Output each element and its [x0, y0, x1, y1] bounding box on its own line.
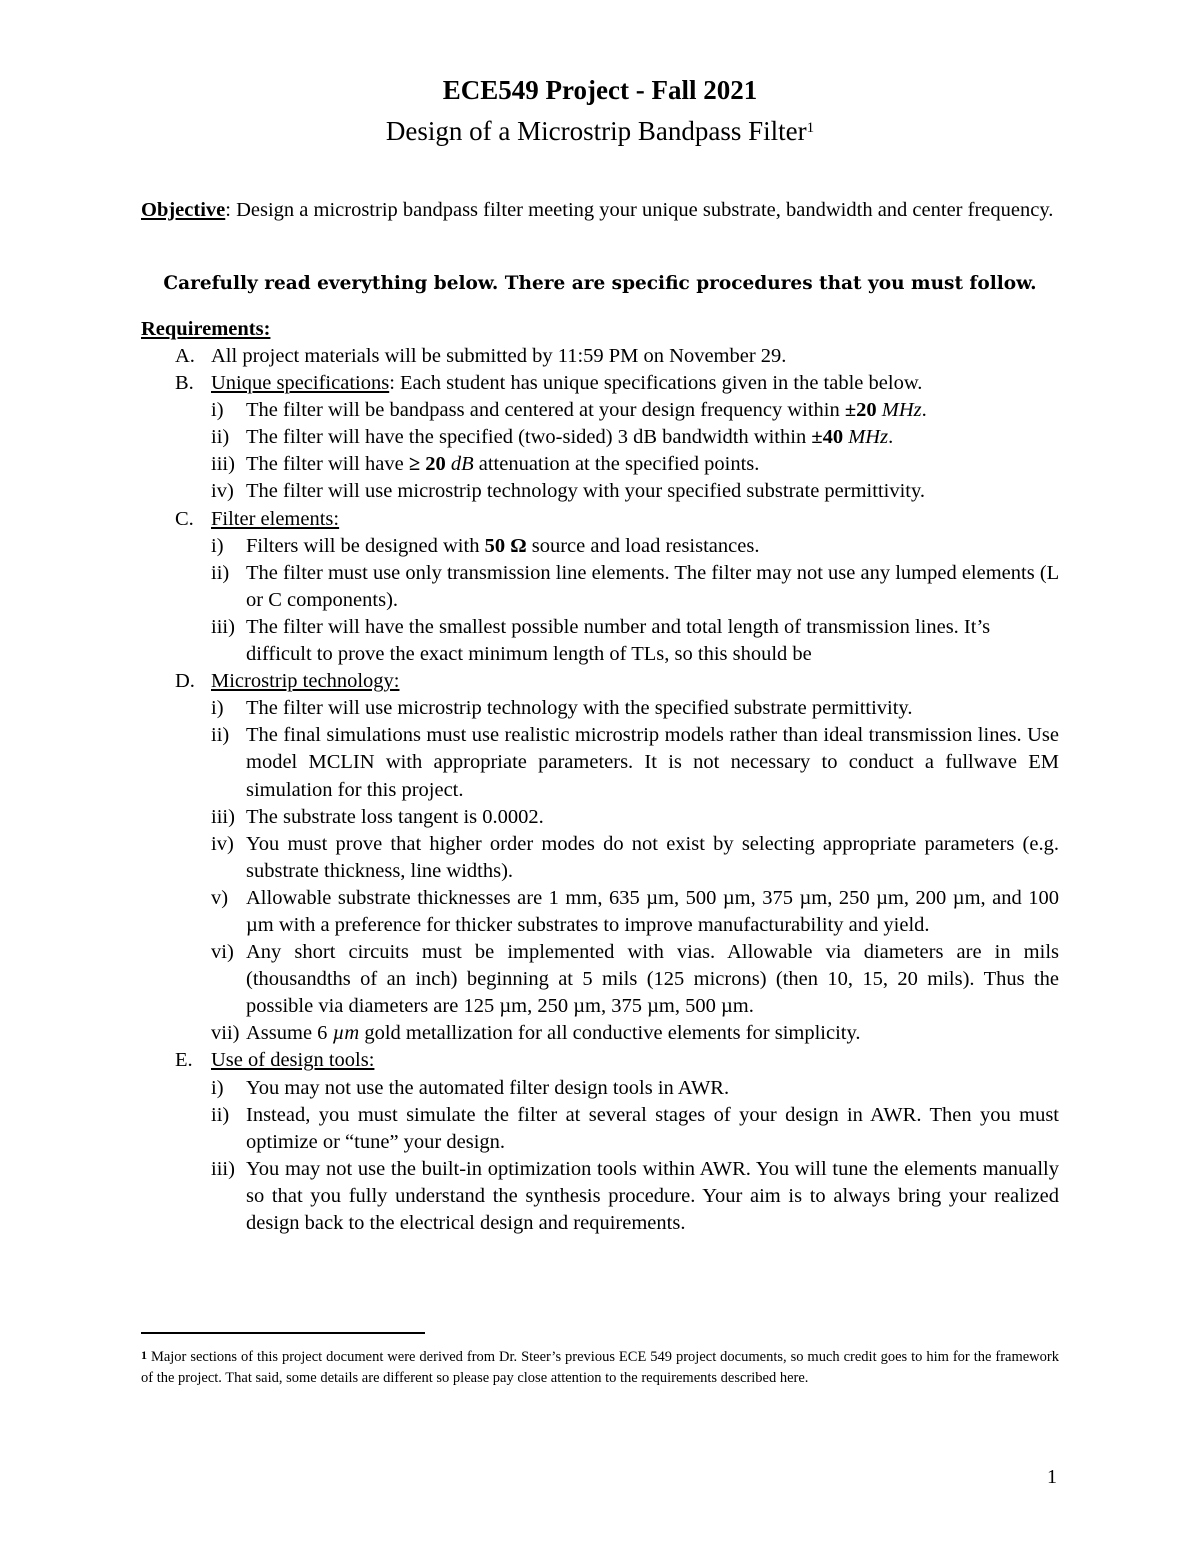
item-label: iii) [211, 1157, 235, 1180]
section-title: Filter elements: [211, 507, 340, 530]
item-label: i) [211, 534, 224, 557]
item-text: The filter will use microstrip technology with the specified substrate permittivity. [246, 697, 913, 720]
footnote-divider [141, 1332, 425, 1334]
item-math: µm [332, 1022, 360, 1045]
section-label: B. [175, 372, 194, 395]
list-item [0, 1020, 1200, 1047]
list-item [0, 614, 1200, 668]
item-text-post: gold metallization for all conductive elements for simplicity. [359, 1022, 861, 1045]
list-item [0, 533, 1200, 560]
requirements-heading: Requirements: [141, 318, 271, 340]
item-math-unit: MHz [843, 426, 889, 449]
section-d [0, 668, 1200, 695]
list-item [0, 885, 1200, 939]
list-item [0, 397, 1200, 424]
item-text: The filter will use microstrip technology with your specified substrate permittivity. [246, 480, 926, 503]
list-item [0, 939, 1200, 1020]
item-text: Instead, you must simulate the filter at several stages of your design in AWR. Then you must optimize or “tune” your design. [246, 1103, 1059, 1153]
item-text: Allowable substrate thicknesses are 1 mm, 635 µm, 500 µm, 375 µm, 250 µm, 200 µm, and 100 µm with a preference for thicker substrates to improve manufacturability and yield. [246, 886, 1059, 936]
item-text [246, 1020, 1059, 1047]
item-math: 50 Ω [484, 534, 527, 557]
footnote-text: Major sections of this project document were derived from Dr. Steer’s previous ECE 549 project documents, so much credit goes to him for the framework of the project. That said, some details are different so please pay close attention to the requirements described here. [141, 1349, 1059, 1386]
section-label: D. [175, 670, 195, 693]
requirements-list [0, 343, 1200, 1237]
document-subtitle [0, 112, 1200, 150]
item-math-unit: dB [445, 453, 474, 476]
item-label: i) [211, 399, 224, 422]
item-label: ii) [211, 724, 230, 747]
list-item [0, 1075, 1200, 1102]
notice-text: Carefully read everything below. There are specific procedures that you must follow. [163, 273, 1037, 294]
item-math: ≥ 20 [408, 453, 446, 476]
list-item [0, 722, 1200, 803]
section-title: Microstrip technology: [211, 670, 400, 693]
objective-text: : Design a microstrip bandpass filter meeting your unique substrate, bandwidth and center frequency. [225, 199, 1054, 221]
section-c [0, 506, 1200, 533]
item-text: Any short circuits must be implemented with vias. Allowable via diameters are in mils (thousandths of an inch) beginning at 5 mils (125 microns) (then 10, 15, 20 mils). Thus the possible via diameters are 125 µm, 250 µm, 375 µm, 500 µm. [246, 941, 1059, 1018]
item-text-pre: The filter will have [246, 453, 409, 476]
item-text-pre: Filters will be designed with [246, 534, 485, 557]
section-desc: : Each student has unique specifications given in the table below. [389, 372, 923, 395]
item-text [246, 424, 1059, 451]
item-math: ±40 [811, 426, 844, 449]
section-text [211, 370, 1059, 397]
footnote-number: 1 [141, 1348, 147, 1362]
section-a [0, 343, 1200, 370]
list-item [0, 424, 1200, 451]
item-label: i) [211, 697, 224, 720]
item-text-pre: The filter will have the specified (two-sided) 3 dB bandwidth within [246, 426, 812, 449]
list-item [0, 804, 1200, 831]
objective-label: Objective [141, 199, 226, 221]
item-text: The substrate loss tangent is 0.0002. [246, 805, 544, 828]
objective-paragraph [141, 197, 1059, 224]
section-title: Unique specifications [211, 372, 390, 395]
section-label: A. [175, 345, 195, 367]
footnote-ref[interactable]: 1 [806, 120, 815, 136]
section-text: All project materials will be submitted by 11:59 PM on November 29. [211, 345, 787, 367]
section-text [211, 668, 1059, 695]
item-label: iii) [211, 453, 235, 476]
item-label: ii) [211, 426, 230, 449]
item-text: You may not use the built-in optimization tools within AWR. You will tune the elements manually so that you fully understand the synthesis procedure. Your aim is to always bring your realized design back to the electrical design and requirements. [246, 1157, 1059, 1234]
item-math-unit: MHz [876, 399, 922, 422]
page-number: 1 [1047, 1466, 1057, 1488]
section-label: E. [175, 1049, 193, 1072]
section-title: Use of design tools: [211, 1049, 375, 1072]
section-b [0, 370, 1200, 397]
subtitle-text: Design of a Microstrip Bandpass Filter [385, 116, 807, 146]
footnote [141, 1347, 1059, 1389]
list-item [0, 831, 1200, 885]
item-label: iii) [211, 805, 235, 828]
item-label: vi) [211, 941, 234, 964]
item-text: You must prove that higher order modes do not exist by selecting appropriate parameters (e.g. substrate thickness, line widths). [246, 832, 1059, 882]
section-text [211, 1047, 1059, 1074]
item-text: The filter will have the smallest possible number and total length of transmission lines. It’s difficult to prove the exact minimum length of TLs, so this should be [246, 615, 991, 666]
item-text-pre: Assume 6 [246, 1022, 333, 1045]
item-label: iii) [211, 615, 235, 638]
section-label: C. [175, 507, 194, 530]
section-text [211, 506, 1059, 533]
item-math: ±20 [844, 399, 877, 422]
list-item [0, 1102, 1200, 1156]
item-text-pre: The filter will be bandpass and centered at your design frequency within [246, 399, 845, 422]
item-text-post: . [921, 399, 927, 422]
item-label: iv) [211, 832, 234, 855]
list-item [0, 478, 1200, 505]
item-label: v) [211, 886, 229, 909]
list-item [0, 560, 1200, 614]
item-text-post: attenuation at the specified points. [473, 453, 760, 476]
item-text-post: . [888, 426, 894, 449]
item-label: iv) [211, 480, 234, 503]
section-e [0, 1047, 1200, 1074]
list-item [0, 1156, 1200, 1237]
item-label: ii) [211, 1103, 230, 1126]
item-text [246, 397, 1059, 424]
document-title: ECE549 Project - Fall 2021 [442, 75, 758, 105]
item-text [246, 533, 1059, 560]
item-label: vii) [211, 1022, 240, 1045]
item-text-post: source and load resistances. [526, 534, 760, 557]
item-label: ii) [211, 561, 230, 584]
list-item [0, 695, 1200, 722]
list-item [0, 451, 1200, 478]
item-text: The final simulations must use realistic microstrip models rather than ideal transmission lines. Use model MCLIN with appropriate parameters. It is not necessary to conduct a fullwave EM simulation for this project. [246, 724, 1059, 801]
item-text: You may not use the automated filter design tools in AWR. [246, 1076, 730, 1099]
item-label: i) [211, 1076, 224, 1099]
item-text: The filter must use only transmission line elements. The filter may not use any lumped elements (L or C components). [246, 561, 1059, 611]
item-text [246, 451, 1059, 478]
